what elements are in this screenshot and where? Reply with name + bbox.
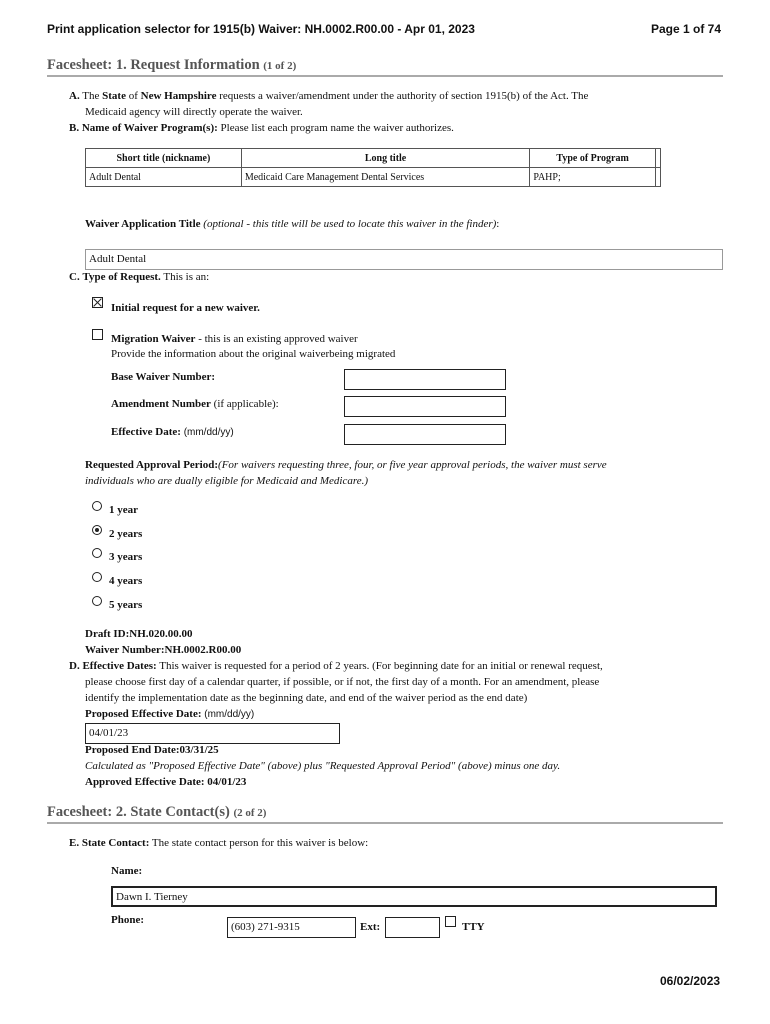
item-e-text: The state contact person for this waiver is below: [151,837,369,849]
radio-5-years[interactable] [92,596,102,606]
draft-id [85,628,193,640]
page-header-title: Print application selector for 1915(b) Waiver: NH.0002.R00.00 - Apr 01, 2023 [47,22,475,36]
item-b-label: Name of Waiver Program(s): [81,122,218,134]
migration-waiver-label-text: Migration Waiver [111,333,196,345]
program-table-header: Long title [241,149,530,168]
item-a-text-3: requests a waiver/amendment under the authority of section 1915(b) of the Act. The [219,90,589,102]
program-table-header-row [86,149,661,168]
radio-2-years[interactable] [92,525,102,535]
waiver-number-label: Waiver Number: [85,644,165,656]
proposed-effective-label [85,708,254,720]
section-1-divider [47,75,723,77]
proposed-end-label: Proposed End Date: [85,744,180,756]
app-title-label-text: Waiver Application Title [85,218,201,230]
base-waiver-input[interactable] [344,369,506,390]
radio-4-years-label: 4 years [109,575,143,587]
section-2-subtitle: (2 of 2) [233,807,267,819]
migration-waiver-label [111,333,358,345]
radio-3-years[interactable] [92,548,102,558]
item-c-letter: C. [69,271,80,283]
section-2-title-text: Facesheet: 2. State Contact(s) [47,804,230,820]
waiver-number [85,644,241,656]
contact-name-label: Name: [111,865,143,877]
calculation-note: Calculated as "Proposed Effective Date" (above) plus "Requested Approval Period" (above) minus one day. [85,760,561,772]
program-short-title: Adult Dental [86,168,242,187]
item-a-state-label: State [102,90,126,102]
item-b [69,122,454,134]
amendment-label [111,398,279,410]
amendment-input[interactable] [344,396,506,417]
item-a-text-1: The [82,90,100,102]
section-2-title [47,804,266,821]
migration-waiver-line-2: Provide the information about the original waiverbeing migrated [111,348,396,360]
draft-id-label: Draft ID: [85,628,130,640]
program-table-spacer [655,149,660,168]
footer-date: 06/02/2023 [660,974,721,988]
item-d-text-2: please choose first day of a calendar quarter, if possible, or if not, the first day of a month. For an amendment, please [85,676,600,688]
section-2-divider [47,822,723,824]
draft-id-value: NH.020.00.00 [129,628,193,640]
effective-date-note: (mm/dd/yy) [183,427,234,438]
app-title-colon: : [496,218,500,230]
item-a-text-2: of [128,90,138,102]
initial-request-checkbox[interactable] [92,297,103,308]
approval-period-label [85,459,607,471]
approval-period-note-2: individuals who are dually eligible for Medicaid and Medicare.) [85,475,368,487]
item-d-text-3: identify the implementation date as the beginning date, and end of the waiver period as the end date) [85,692,528,704]
program-table-header: Short title (nickname) [86,149,242,168]
item-d [69,660,603,672]
program-type: PAHP; [530,168,656,187]
section-1-title-text: Facesheet: 1. Request Information [47,57,260,73]
radio-1-year-label: 1 year [109,504,139,516]
effective-date-input[interactable] [344,424,506,445]
proposed-effective-note: (mm/dd/yy) [204,709,255,720]
approved-effective-label: Approved Effective Date: [85,776,205,788]
item-a-letter: A. [69,90,80,102]
radio-1-year[interactable] [92,501,102,511]
radio-3-years-label: 3 years [109,551,143,563]
radio-5-years-label: 5 years [109,599,143,611]
effective-date-label [111,426,234,438]
tty-label: TTY [462,921,485,933]
radio-2-years-label: 2 years [109,528,143,540]
base-waiver-label: Base Waiver Number: [111,371,216,383]
approval-period-note-1: (For waivers requesting three, four, or five year approval periods, the waiver must serve [218,459,607,471]
proposed-effective-label-text: Proposed Effective Date: [85,708,202,720]
section-1-subtitle: (1 of 2) [263,60,297,72]
item-c [69,271,209,283]
item-d-letter: D. [69,660,80,672]
table-row [86,168,661,187]
item-a-line-2: Medicaid agency will directly operate the waiver. [85,106,303,118]
item-b-text: Please list each program name the waiver authorizes. [220,122,454,134]
radio-4-years[interactable] [92,572,102,582]
proposed-end-date [85,744,219,756]
page-number: Page 1 of 74 [651,22,722,36]
contact-phone-label: Phone: [111,914,144,926]
approval-period-label-text: Requested Approval Period: [85,459,219,471]
item-c-text: This is an: [163,271,210,283]
state-name: New Hampshire [140,90,217,102]
program-table-spacer [655,168,660,187]
program-table [85,148,661,187]
contact-name-input[interactable]: Dawn I. Tierney [111,886,717,907]
proposed-end-value: 03/31/25 [179,744,219,756]
item-d-text-1: This waiver is requested for a period of 2 years. (For beginning date for an initial or renewal request, [159,660,603,672]
approved-effective-value: 04/01/23 [207,776,247,788]
amendment-label-text: Amendment Number [111,398,211,410]
amendment-note: (if applicable): [213,398,279,410]
migration-waiver-text: - this is an existing approved waiver [198,333,358,345]
program-long-title: Medicaid Care Management Dental Services [241,168,530,187]
item-b-letter: B. [69,122,80,134]
contact-ext-input[interactable] [385,917,440,938]
effective-date-label-text: Effective Date: [111,426,181,438]
item-e-label: State Contact: [81,837,150,849]
approved-effective-date [85,776,246,788]
migration-waiver-checkbox[interactable] [92,329,103,340]
app-title-note: (optional - this title will be used to locate this waiver in the finder) [203,218,497,230]
proposed-effective-input[interactable]: 04/01/23 [85,723,340,744]
contact-ext-label: Ext: [360,921,381,933]
tty-checkbox[interactable] [445,916,456,927]
section-1-title [47,57,296,74]
item-e-letter: E. [69,837,80,849]
initial-request-label: Initial request for a new waiver. [111,302,260,314]
app-title-label [85,218,499,230]
item-c-label: Type of Request. [82,271,161,283]
program-table-header: Type of Program [530,149,656,168]
item-a [69,90,588,102]
item-d-label: Effective Dates: [82,660,157,672]
app-title-field[interactable]: Adult Dental [85,249,723,270]
item-e [69,837,368,849]
contact-phone-input[interactable]: (603) 271-9315 [227,917,356,938]
waiver-number-value: NH.0002.R00.00 [164,644,242,656]
